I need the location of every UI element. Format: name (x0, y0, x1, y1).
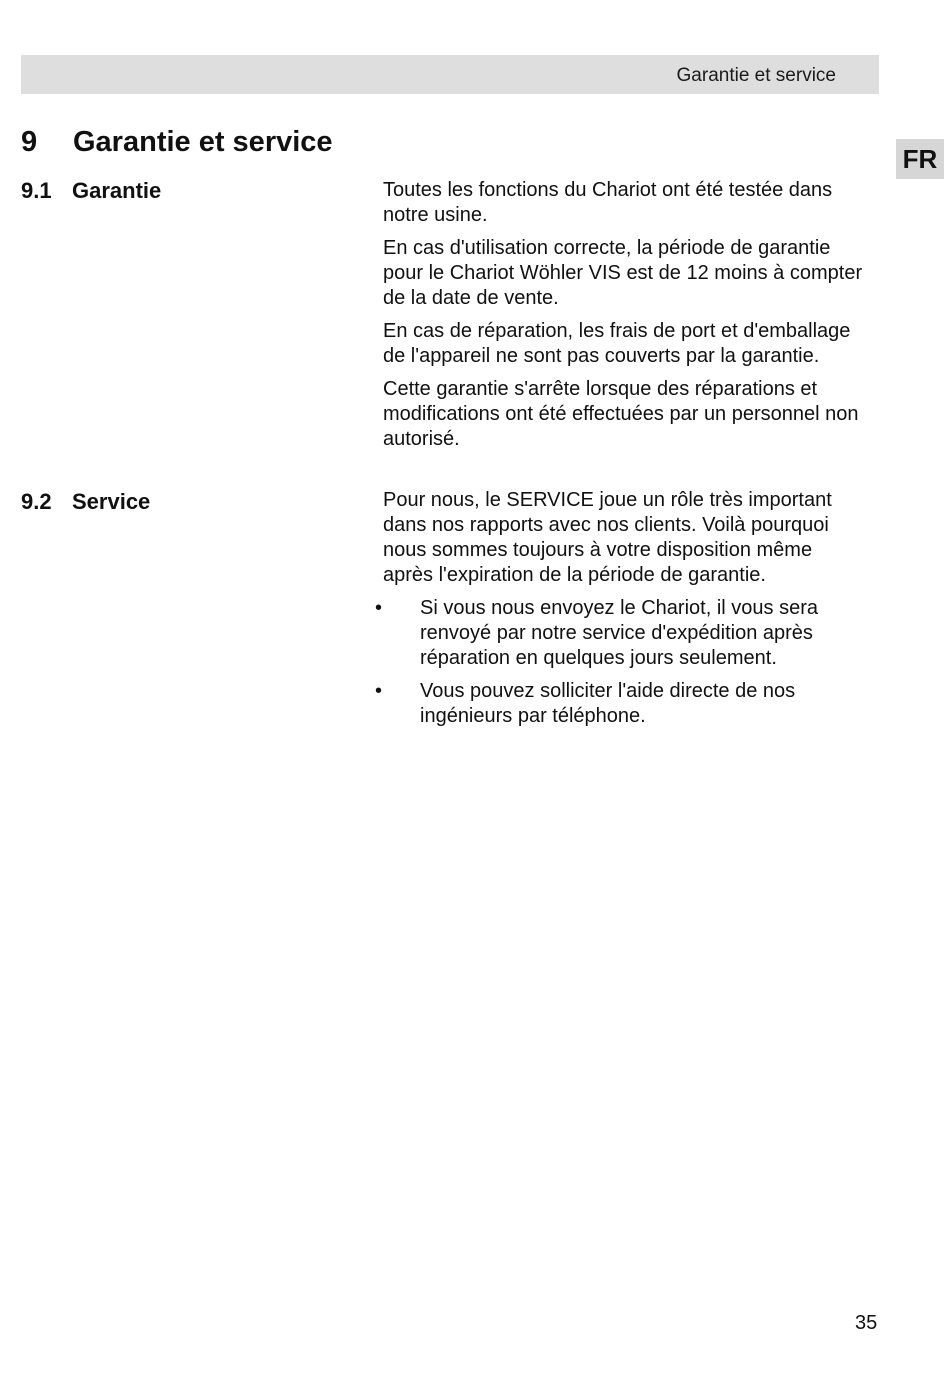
list-item-text: Vous pouvez solliciter l'aide directe de nos ingénieurs par téléphone. (420, 680, 796, 727)
paragraph: En cas de réparation, les frais de port et d'emballage de l'appareil ne sont pas couverts par la garantie. (383, 320, 851, 367)
list-item (375, 596, 863, 671)
section-title: Service (72, 489, 151, 514)
section-title: Garantie (72, 178, 162, 203)
section-body-service (375, 488, 863, 737)
language-tab: FR (896, 139, 944, 179)
section-body-garantie (383, 178, 863, 460)
chapter-number: 9 (21, 126, 38, 158)
list-item (375, 679, 863, 729)
paragraph: En cas d'utilisation correcte, la période de garantie pour le Chariot Wöhler VIS est de 12 moins à compter de la date de vente. (383, 237, 863, 309)
running-header-title: Garantie et service (676, 65, 836, 86)
section-heading-garantie (21, 178, 161, 204)
running-header (21, 55, 879, 94)
bullet-list (375, 596, 863, 729)
bullet-icon: • (375, 597, 383, 619)
list-item-text: Si vous nous envoyez le Chariot, il vous sera renvoyé par notre service d'expédition après réparation en quelques jours seulement. (420, 597, 818, 669)
page-number: 35 (855, 1312, 878, 1334)
section-number: 9.1 (21, 178, 52, 203)
section-heading-service (21, 489, 150, 515)
chapter-title: Garantie et service (73, 126, 333, 158)
section-number: 9.2 (21, 489, 52, 514)
paragraph: Cette garantie s'arrête lorsque des réparations et modifications ont été effectuées par un personnel non autorisé. (383, 378, 859, 450)
bullet-icon: • (375, 680, 383, 702)
chapter-heading (21, 126, 333, 159)
paragraph: Toutes les fonctions du Chariot ont été testée dans notre usine. (383, 179, 833, 226)
paragraph: Pour nous, le SERVICE joue un rôle très important dans nos rapports avec nos clients. Voilà pourquoi nous sommes toujours à votre disposition même après l'expiration de la période de garantie. (383, 489, 832, 586)
